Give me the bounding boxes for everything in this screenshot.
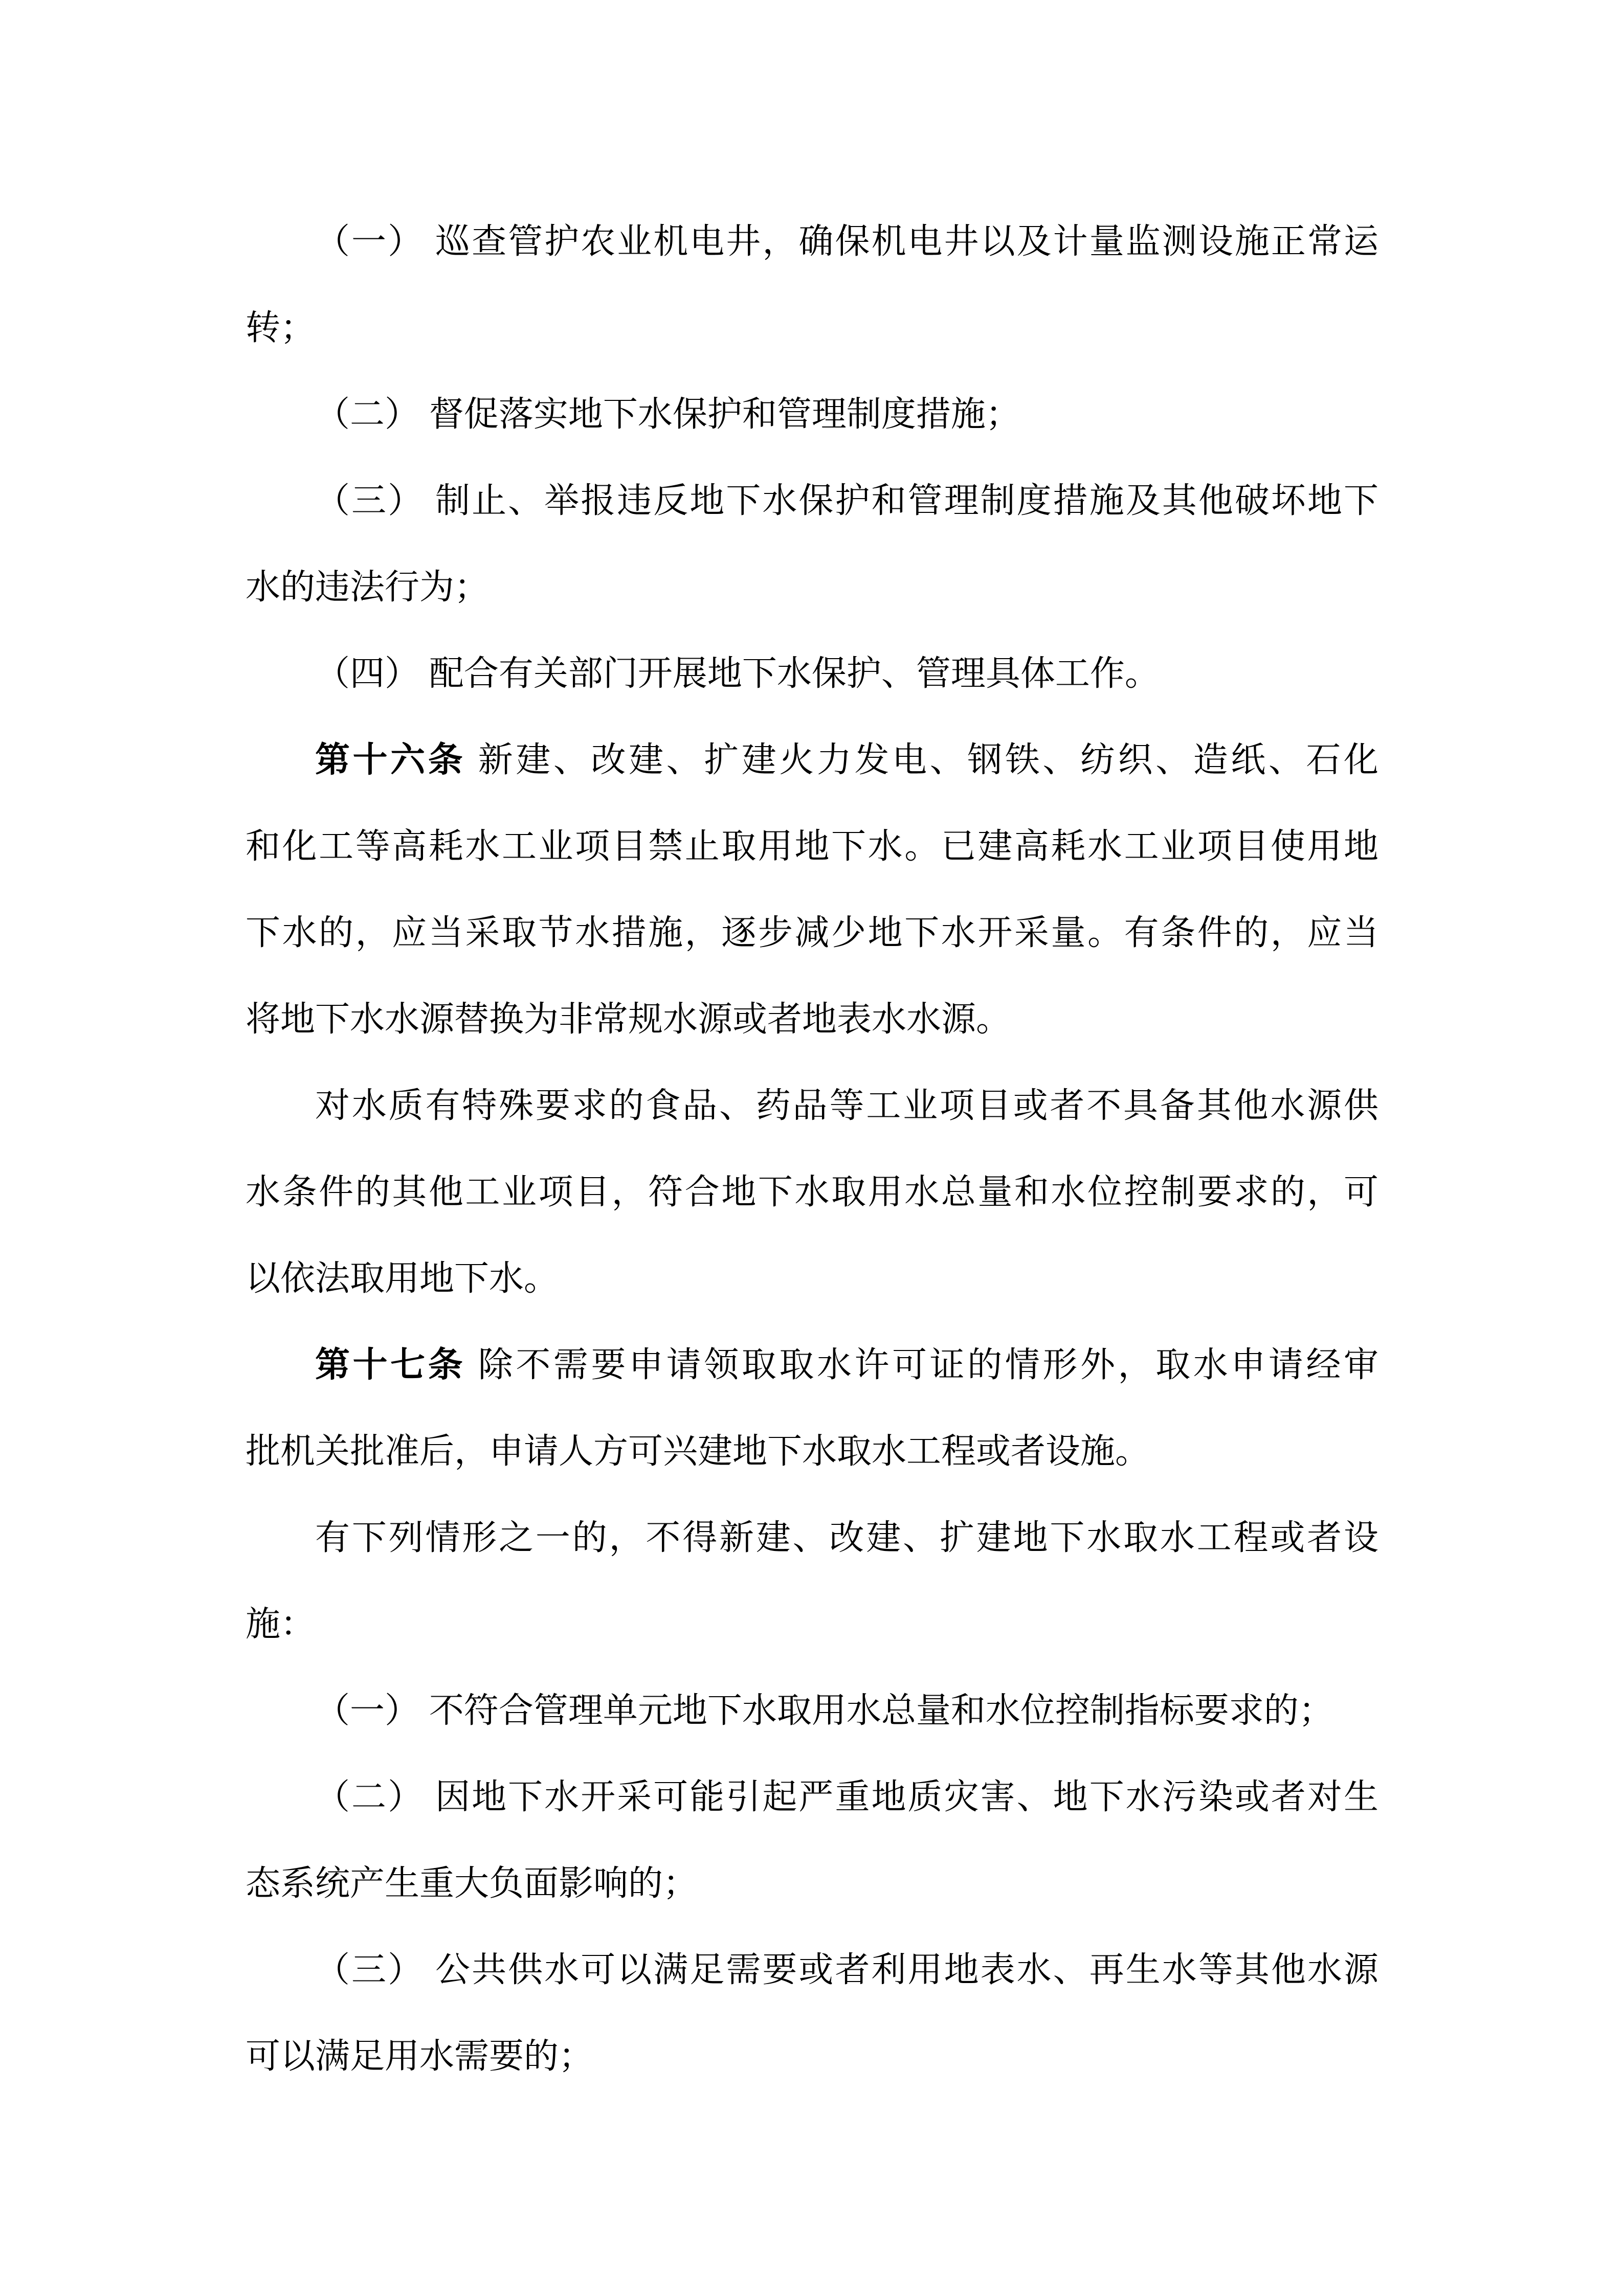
text-line: 可以满足用水需要的； — [246, 2037, 594, 2076]
document-body — [246, 198, 1378, 2100]
text-line: 和化工等高耗水工业项目禁止取用地下水。已建高耗水工业项目使用地 — [246, 827, 1378, 866]
text-line: 下水的，应当采取节水措施，逐步减少地下水开采量。有条件的，应当 — [246, 913, 1378, 952]
text-line: 水条件的其他工业项目，符合地下水取用水总量和水位控制要求的，可 — [246, 1173, 1378, 1211]
text-line: （一） 巡查管护农业机电井，确保机电井以及计量监测设施正常运 — [315, 222, 1378, 261]
article-number-bold: 第十七条 — [315, 1345, 466, 1384]
text-line: 对水质有特殊要求的食品、药品等工业项目或者不具备其他水源供 — [315, 1086, 1378, 1125]
text-line: （一） 不符合管理单元地下水取用水总量和水位控制指标要求的； — [315, 1691, 1333, 1730]
text-line: 施： — [246, 1605, 316, 1644]
text-line: 转； — [246, 308, 316, 347]
text-line: （三） 制止、举报违反地下水保护和管理制度措施及其他破坏地下 — [315, 481, 1378, 520]
article-number-bold: 第十六条 — [315, 740, 466, 779]
text-line: 将地下水水源替换为非常规水源或者地表水水源。 — [246, 1000, 1011, 1039]
text-line: 以依法取用地下水。 — [246, 1259, 559, 1298]
text-line: （二） 督促落实地下水保护和管理制度措施； — [315, 395, 1020, 434]
text-line: 第十六条 新建、改建、扩建火力发电、钢铁、纺织、造纸、石化 — [315, 740, 1378, 779]
text-line: （二） 因地下水开采可能引起严重地质灾害、地下水污染或者对生 — [315, 1777, 1378, 1816]
text-line: 有下列情形之一的，不得新建、改建、扩建地下水取水工程或者设 — [315, 1518, 1378, 1557]
text-line: （四） 配合有关部门开展地下水保护、管理具体工作。 — [315, 654, 1160, 693]
text-line: 水的违法行为； — [246, 568, 490, 606]
text-line: （三） 公共供水可以满足需要或者利用地表水、再生水等其他水源 — [315, 1950, 1378, 1989]
text-line: 批机关批准后，申请人方可兴建地下水取水工程或者设施。 — [246, 1432, 1150, 1471]
text-line: 态系统产生重大负面影响的； — [246, 1864, 698, 1903]
text-line: 第十七条 除不需要申请领取取水许可证的情形外，取水申请经审 — [315, 1345, 1378, 1384]
